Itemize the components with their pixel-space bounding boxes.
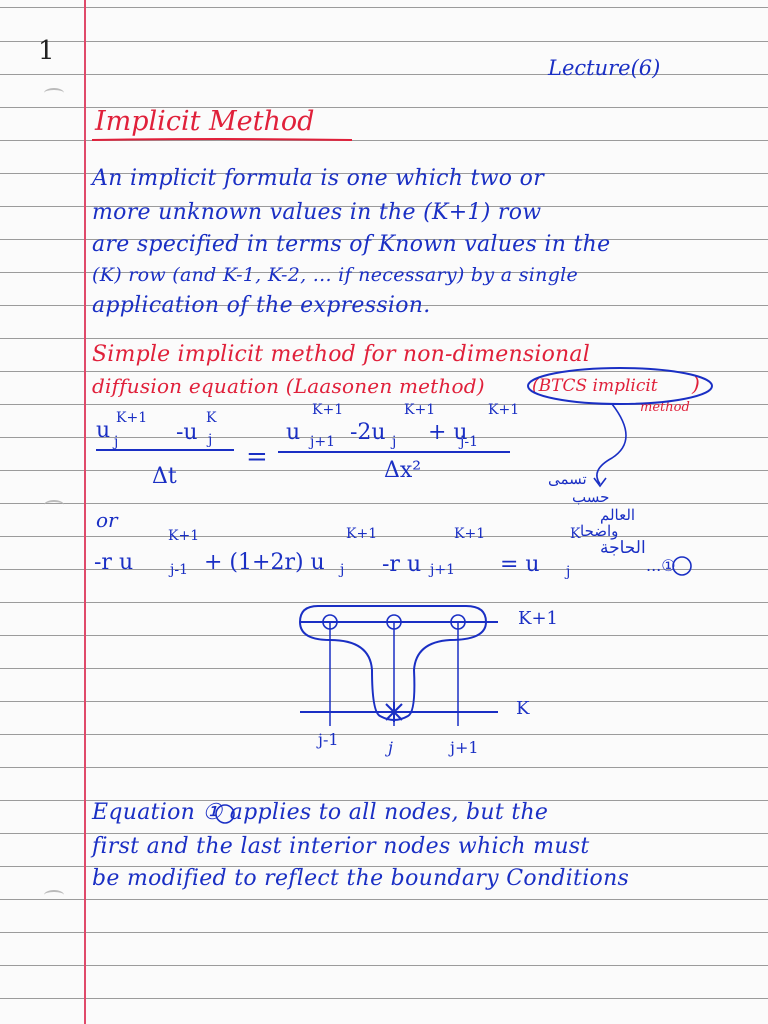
eq2-rhs-sup: K [570, 526, 581, 542]
stencil-col-mid-label: j [388, 738, 393, 757]
eq2-t3-sup: K+1 [454, 526, 486, 542]
title-underline [92, 139, 352, 140]
eq1-lhs-minus-u: -u [176, 420, 198, 445]
arabic-note-5: الحاجة [600, 538, 646, 558]
eq1-lhs-sub: j [114, 434, 119, 450]
eq1-lhs-b-sup: K [206, 410, 217, 426]
subheading-line-2: diffusion equation (Laasonen method) [92, 374, 485, 398]
definition-line-5: application of the expression. [92, 293, 431, 318]
page-title: Implicit Method [95, 106, 315, 137]
eq2-t2-sub: j [340, 562, 345, 578]
method-word: method [640, 400, 690, 415]
arabic-note-1: تسمى [548, 470, 587, 488]
eq1-lhs-denominator: Δt [152, 464, 177, 489]
lecture-label: Lecture(6) [548, 56, 661, 80]
eq1-rhs-denominator: Δx² [384, 458, 422, 483]
stencil-col-right-label: j+1 [450, 738, 479, 757]
arabic-note-4: واضحا [580, 522, 619, 540]
eq1-rhs-t1-sub: j+1 [310, 434, 335, 450]
closing-equation-ref-circle [216, 805, 234, 823]
eq2-t2: + (1+2r) u [204, 550, 325, 575]
eq1-rhs-t1-sup: K+1 [312, 402, 344, 418]
equation-number-circle [673, 557, 691, 575]
eq2-t2-sup: K+1 [346, 526, 378, 542]
eq2-rhs: = u [500, 552, 540, 577]
stencil-diagram [300, 606, 498, 726]
eq1-lhs-sup: K+1 [116, 410, 148, 426]
eq2-t1: -r u [94, 550, 134, 575]
closing-line-3: be modified to reflect the boundary Conditions [92, 866, 630, 891]
eq1-lhs-u: u [96, 418, 111, 443]
eq1-rhs-t2: -2u [350, 420, 386, 445]
eq1-lhs-b-sub: j [208, 432, 213, 448]
eq2-rhs-sub: j [566, 564, 571, 580]
stencil-row-top-label: K+1 [518, 608, 558, 629]
definition-line-4: (K) row (and K-1, K-2, ... if necessary) by a single [92, 264, 579, 286]
eq1-equals: = [246, 442, 268, 472]
eq1-rhs-t2-sub: j [392, 434, 397, 450]
btcs-label: (BTCS implicit [532, 376, 658, 396]
eq2-t3-sub: j+1 [430, 562, 455, 578]
closing-line-1: Equation ① applies to all nodes, but the [92, 800, 549, 825]
btcs-highlight-ellipse [528, 368, 712, 404]
stencil-row-bottom-label: K [516, 698, 530, 719]
eq1-rhs-t3: + u [428, 420, 468, 445]
eq2-reference: ...① [646, 556, 676, 575]
eq1-rhs-t3-sup: K+1 [488, 402, 520, 418]
eq1-rhs-t2-sup: K+1 [404, 402, 436, 418]
definition-line-2: more unknown values in the (K+1) row [92, 200, 542, 225]
eq2-t1-sup: K+1 [168, 528, 200, 544]
definition-line-1: An implicit formula is one which two or [92, 166, 545, 191]
or-label: or [96, 508, 118, 532]
stencil-col-left-label: j-1 [318, 730, 339, 749]
closing-line-2: first and the last interior nodes which must [92, 834, 590, 859]
annotation-arrowhead [594, 478, 606, 486]
eq2-t1-sub: j-1 [170, 562, 188, 578]
page-number: 1 [38, 36, 55, 66]
eq1-rhs-t1: u [286, 420, 301, 445]
subheading-line-1: Simple implicit method for non-dimensional [92, 342, 590, 367]
arabic-note-2: حسب [572, 488, 610, 506]
eq1-rhs-t3-sub: j-1 [460, 434, 478, 450]
definition-line-3: are specified in terms of Known values in the [92, 232, 611, 257]
arabic-note-3: العالم [600, 506, 636, 524]
btcs-close-paren: ) [692, 372, 700, 396]
eq2-t3: -r u [382, 552, 422, 577]
annotation-arrow [597, 404, 626, 484]
